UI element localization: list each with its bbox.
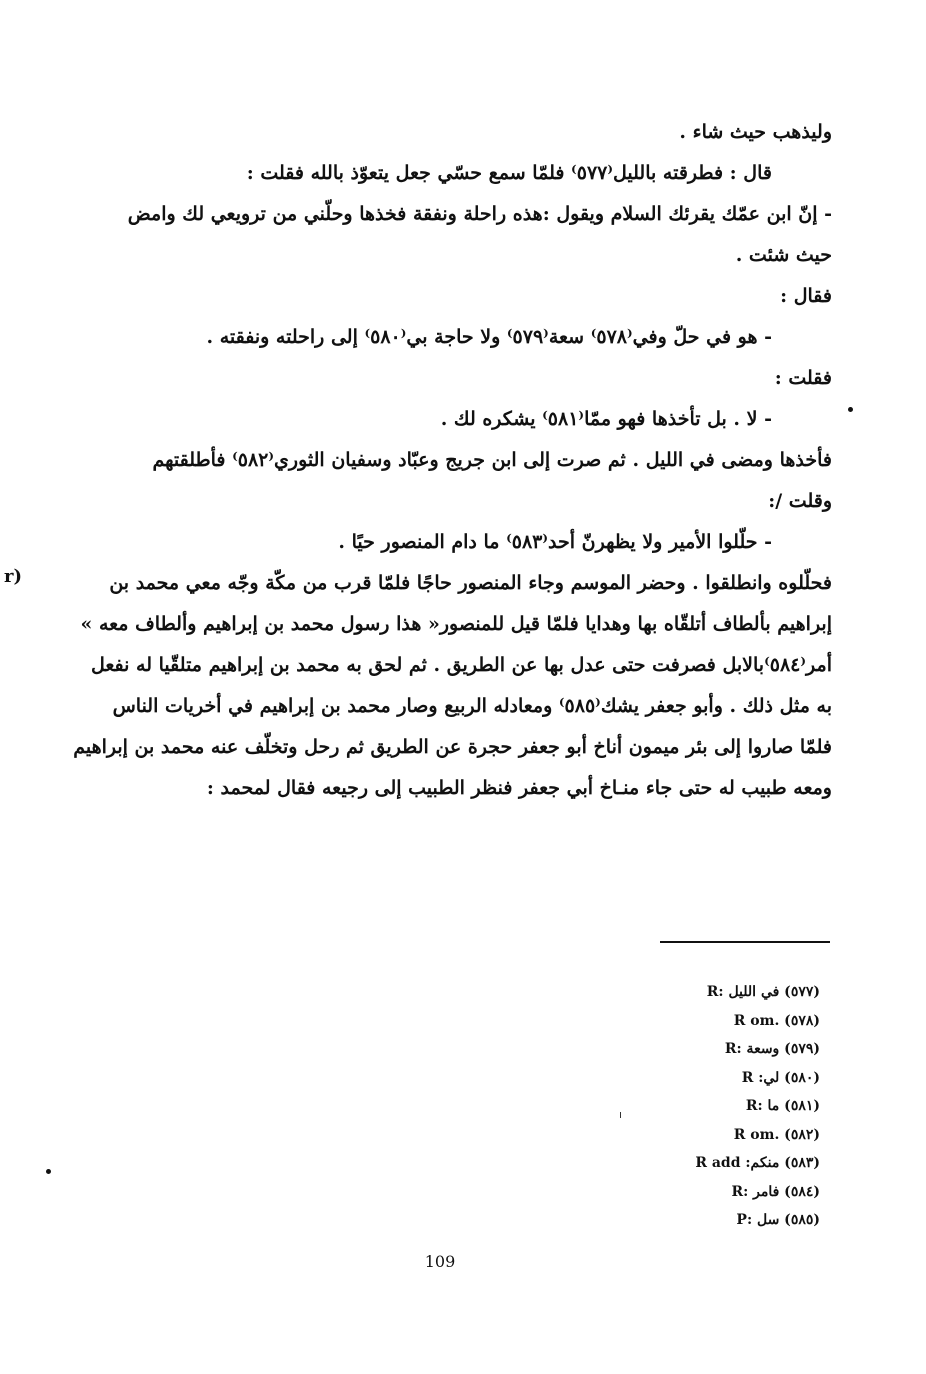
scan-speck bbox=[46, 1169, 51, 1174]
text-line: - إنّ ابن عمّك يقرئك السلام ويقول :هذه راحلة ونفقة فخذها وحلّني من ترويعي لك وامض bbox=[127, 203, 832, 225]
text-line: - هو في حلّ وفي⁽٥٧٨⁾ سعة⁽٥٧٩⁾ ولا حاجة بي⁽٥٨٠⁾ إلى راحلته ونفقته . bbox=[206, 326, 772, 348]
footnote: (٥٨٥) سل :P bbox=[736, 1212, 820, 1228]
text-line: فحلّلوه وانطلقوا . وحضر الموسم وجاء المنصور حاجًا فلمّا قرب من مكّة وجّه معي محمد بن bbox=[109, 572, 832, 594]
footnote: (٥٧٧) في الليل :R bbox=[706, 984, 820, 1000]
text-line: حيث شئت . bbox=[735, 244, 832, 266]
footnote: (٥٨١) ما :R bbox=[745, 1098, 820, 1114]
text-line: فأخذها ومضى في الليل . ثم صرت إلى ابن جريج وعبّاد وسفيان الثوري⁽٥٨٢⁾ فأطلقتهم bbox=[152, 449, 832, 471]
footnote: (٥٨٤) فامر :R bbox=[731, 1183, 820, 1200]
footnote: (٥٨٣) منكم: R add bbox=[695, 1155, 820, 1171]
text-line: إبراهيم بألطاف أتلقّاه بها وهدايا فلمّا قيل للمنصور« هذا رسول محمد بن إبراهيم وألطاف معه » bbox=[80, 613, 832, 635]
text-line: فقلت : bbox=[774, 367, 832, 389]
text-line: - لا . بل تأخذها فهو ممّا⁽٥٨١⁾ يشكره لك . bbox=[440, 408, 772, 430]
text-line: قال : فطرقته بالليل⁽٥٧٧⁾ فلمّا سمع حسّي جعل يتعوّذ بالله فقلت : bbox=[246, 162, 772, 184]
footnote: (٥٨٢) .R om bbox=[733, 1126, 820, 1143]
text-line: أمر⁽٥٨٤⁾بالابل فصرفت حتى عدل بها عن الطريق . ثم لحق به محمد بن إبراهيم متلقّيا له نفعل bbox=[90, 654, 832, 676]
footnote: (٥٧٨) .R om bbox=[733, 1012, 820, 1029]
text-line: - حلّلوا الأمير ولا يظهرنّ أحد⁽٥٨٣⁾ ما دام المنصور حيًا . bbox=[338, 531, 772, 553]
text-line: وقلت /: bbox=[768, 490, 832, 512]
footnotes bbox=[640, 978, 820, 1235]
text-line: ومعه طبيب له حتى جاء منـاخ أبي جعفر فنظر الطبيب إلى رجيعه فقال لمحمد : bbox=[206, 777, 832, 799]
footnote: (٥٧٩) وسعة :R bbox=[724, 1041, 820, 1057]
body-text bbox=[48, 112, 832, 809]
margin-folio-mark: r) bbox=[4, 566, 22, 587]
text-line: به مثل ذلك . وأبو جعفر يشك⁽٥٨٥⁾ ومعادله الربيع وصار محمد بن إبراهيم في أخريات الناس bbox=[112, 695, 832, 717]
text-line: وليذهب حيث شاء . bbox=[679, 121, 832, 143]
scan-speck bbox=[848, 407, 853, 412]
text-line: فقال : bbox=[780, 285, 832, 307]
footnote: (٥٨٠) لي: R bbox=[741, 1069, 820, 1086]
page-number: 109 bbox=[424, 1252, 456, 1271]
scan-speck bbox=[620, 1112, 621, 1118]
text-line: فلمّا صاروا إلى بئر ميمون أناخ أبو جعفر حجرة عن الطريق ثم رحل وتخلّف عنه محمد بن إبراهيم bbox=[73, 736, 832, 758]
footnote-divider bbox=[660, 941, 830, 943]
